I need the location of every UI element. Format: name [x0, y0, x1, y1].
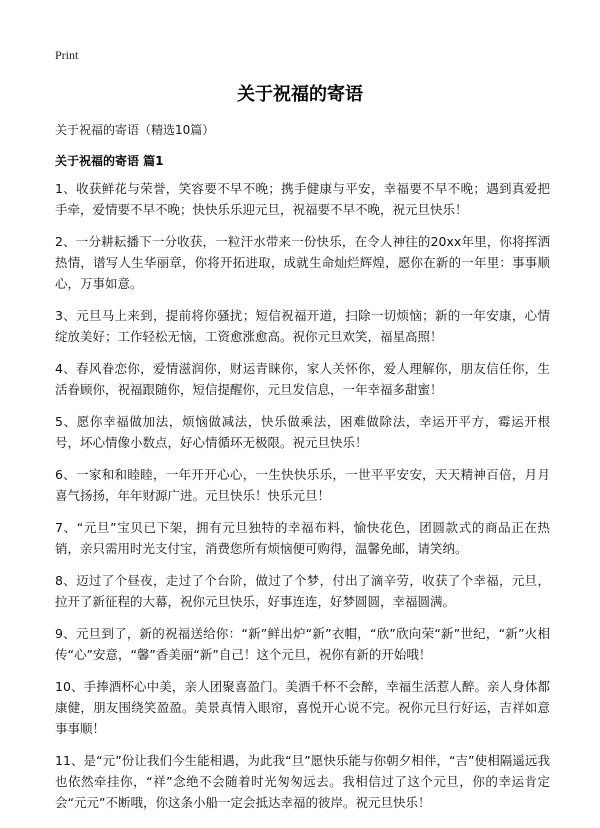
document-body [55, 178, 550, 824]
paragraph-4: 4、春风眷恋你，爱情滋润你，财运青睐你，家人关怀你，爱人理解你，朋友信任你，生活眷顾你，祝福跟随你，短信提醒你，元旦发信息，一年幸福多甜蜜！ [55, 361, 550, 397]
section-heading: 关于祝福的寄语 篇1 [55, 154, 164, 168]
document-title: 关于祝福的寄语 [237, 84, 363, 105]
paragraph-6: 6、一家和和睦睦，一年开开心心，一生快快乐乐，一世平平安安，天天精神百倍，月月喜气扬扬，年年财源广进。元旦快乐！快乐元旦！ [55, 467, 550, 503]
paragraph-9: 9、元旦到了，新的祝福送给你：“新”鲜出炉“新”衣帽，“欣”欣向荣“新”世纪，“新”火相传“心”安意，“馨”香美丽“新”自己！这个元旦，祝你有新的开始哦！ [55, 626, 550, 662]
paragraph-7: 7、“元旦”宝贝已下架，拥有元旦独特的幸福布料，愉快花色，团圆款式的商品正在热销，亲只需用时光支付宝，消费您所有烦恼便可购得，温馨免邮，请笑纳。 [55, 520, 550, 556]
paragraph-3: 3、元旦马上来到，提前将你骚扰；短信祝福开道，扫除一切烦恼；新的一年安康，心情绽放美好；工作轻松无恼，工资愈涨愈高。祝你元旦欢笑，福星高照！ [55, 308, 550, 344]
paragraph-10: 10、手捧酒杯心中美，亲人团聚喜盈门。美酒千杯不会醉，幸福生活惹人醉。亲人身体都康健，朋友围绕笑盈盈。美景真情入眼帘，喜悦开心说不完。祝你元旦行好运，吉祥如意事事顺！ [55, 679, 550, 736]
document-subtitle: 关于祝福的寄语（精选10篇） [55, 123, 215, 137]
paragraph-8: 8、迈过了个昼夜，走过了个台阶，做过了个梦，付出了滴辛劳，收获了个幸福，元旦，拉开了新征程的大幕，祝你元旦快乐，好事连连，好梦圆圆，幸福圆满。 [55, 573, 550, 609]
print-label: Print [55, 48, 79, 62]
paragraph-2: 2、一分耕耘播下一分收获，一粒汗水带来一份快乐，在令人神往的20xx年里，你将挥洒热情，谱写人生华丽章，你将开拓进取，成就生命灿烂辉煌，愿你在新的一年里：事事顺心，万事如意。 [55, 234, 550, 291]
paragraph-1: 1、收获鲜花与荣誉，笑容要不早不晚；携手健康与平安，幸福要不早不晚；遇到真爱把手牵，爱情要不早不晚；快快乐乐迎元旦，祝福要不早不晚，祝元旦快乐！ [55, 181, 550, 217]
paragraph-5: 5、愿你幸福做加法，烦恼做减法，快乐做乘法，困难做除法，幸运开平方，霉运开根号，坏心情像小数点，好心情循环无极限。祝元旦快乐！ [55, 414, 550, 450]
paragraph-11: 11、是“元”份让我们今生能相遇，为此我“旦”愿快乐能与你朝夕相伴，“吉”使相隔遥远我也依然牵挂你，“祥”念绝不会随着时光匆匆远去。我相信过了这个元旦，你的幸运肯定会“元元”不断哦，你这条小船一定会抵达幸福的彼岸。祝元旦快乐！ [55, 753, 550, 810]
